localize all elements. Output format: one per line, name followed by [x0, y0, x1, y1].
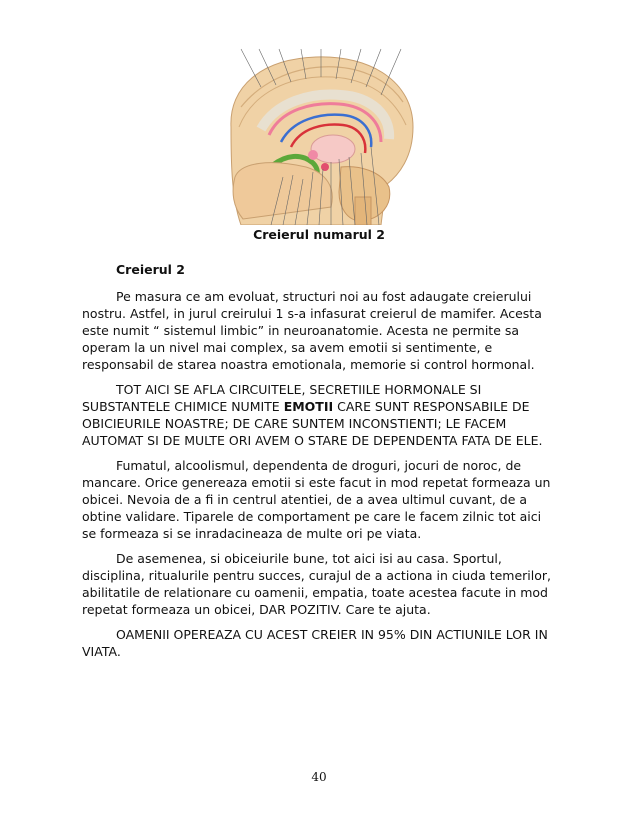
paragraph-5: OAMENII OPEREAZA CU ACEST CREIER IN 95% DIN ACTIUNILE LOR IN VIATA. [82, 627, 548, 659]
brain-limbic-illustration [221, 47, 419, 225]
paragraph-3: Fumatul, alcoolismul, dependenta de droguri, jocuri de noroc, de mancare. Orice genereaza emotii si este facut in mod repetat formeaza un obicei. Nevoia de a fi in centrul atentiei, de a avea ultimul cuvant, de a obtine validare. Tiparele de comportament pe care le facem zilnic tot aici se formeaza si se inradacineaza de multe ori pe viata. [82, 458, 551, 541]
paragraph-1: Pe masura ce am evoluat, structuri noi au fost adaugate creierului nostru. Astfel, in jurul creirului 1 s-a infasurat creierul de mamifer. Acesta este numit “ sistemul limbic” in neuroanatomie. Acesta ne permite sa operam la un nivel mai complex, sa avem emotii si sentimente, e responsabil de starea noastra emotionala, memorie si control hormonal. [82, 289, 542, 372]
emotii-emphasis: EMOTII [283, 399, 334, 414]
page-number: 40 [311, 770, 327, 784]
body-text [82, 261, 552, 668]
paragraph-2-before: TOT AICI SE AFLA CIRCUITELE, SECRETIILE HORMONALE SI SUBSTANTELE CHIMICE NUMITE [82, 382, 482, 414]
section-subheading: Creierul 2 [116, 262, 185, 277]
figure-caption: Creierul numarul 2 [253, 227, 385, 242]
paragraph-4: De asemenea, si obiceiurile bune, tot aici isi au casa. Sportul, disciplina, ritualurile pentru succes, curajul de a actiona in ciuda temerilor, abilitatile de relationare cu oamenii, empatia, toate acestea facute in mod repetat formeaza un obicei, DAR POZITIV. Care te ajuta. [82, 551, 552, 617]
paragraph-2-after: CARE SUNT RESPONSABILE DE OBICIEURILE NOASTRE; DE CARE SUNTEM INCONSTIENTI; LE FACEM AUTOMAT SI DE MULTE ORI AVEM O STARE DE DEPENDENTA FATA DE ELE. [82, 399, 543, 448]
paragraph-2 [82, 381, 552, 449]
